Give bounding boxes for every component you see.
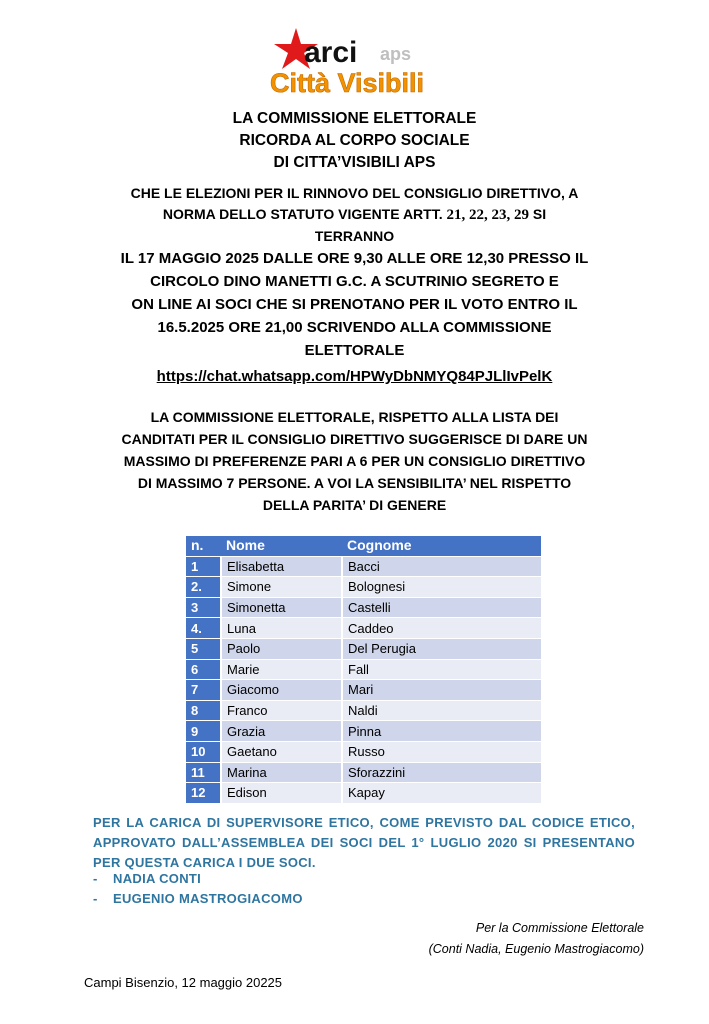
logo-aps-text: aps bbox=[380, 44, 412, 64]
row-cognome: Russo bbox=[342, 741, 541, 762]
table-row bbox=[186, 597, 541, 618]
paragraph-line: ON LINE AI SOCI CHE SI PRENOTANO PER IL VOTO ENTRO IL bbox=[131, 296, 578, 313]
supervisor-candidates-list bbox=[93, 869, 635, 909]
table-row bbox=[186, 741, 541, 762]
row-nome: Grazia bbox=[221, 721, 342, 742]
row-number: 8 bbox=[186, 700, 221, 721]
row-nome: Simone bbox=[221, 577, 342, 598]
table-row bbox=[186, 762, 541, 783]
row-nome: Elisabetta bbox=[221, 556, 342, 577]
row-cognome: Kapay bbox=[342, 783, 541, 803]
row-cognome: Fall bbox=[342, 659, 541, 680]
candidates-table bbox=[186, 536, 541, 803]
row-nome: Marina bbox=[221, 762, 342, 783]
paragraph-line: CHE LE ELEZIONI PER IL RINNOVO DEL CONSIGLIO DIRETTIVO, A bbox=[130, 185, 579, 201]
row-number: 2. bbox=[186, 577, 221, 598]
signature-line: Per la Commissione Elettorale bbox=[475, 921, 644, 935]
row-nome: Franco bbox=[221, 700, 342, 721]
row-nome: Gaetano bbox=[221, 741, 342, 762]
table-row bbox=[186, 700, 541, 721]
row-nome: Marie bbox=[221, 659, 342, 680]
election-details-paragraph bbox=[0, 247, 709, 362]
text-span: SI bbox=[529, 206, 547, 222]
row-nome: Edison bbox=[221, 783, 342, 803]
whatsapp-link[interactable]: https://chat.whatsapp.com/HPWyDbNMYQ84PJLlIvPelK bbox=[156, 368, 553, 385]
statute-articles: 21, 22, 23, 29 bbox=[446, 207, 529, 223]
paragraph-line: MASSIMO DI PREFERENZE PARI A 6 PER UN CONSIGLIO DIRETTIVO bbox=[123, 453, 586, 469]
row-cognome: Bolognesi bbox=[342, 577, 541, 598]
row-number: 9 bbox=[186, 721, 221, 742]
row-cognome: Castelli bbox=[342, 597, 541, 618]
paragraph-line: IL 17 MAGGIO 2025 DALLE ORE 9,30 ALLE ORE 12,30 PRESSO IL bbox=[120, 250, 589, 267]
paragraph-line: ELETTORALE bbox=[304, 342, 405, 359]
row-cognome: Pinna bbox=[342, 721, 541, 742]
paragraph-line: 16.5.2025 ORE 21,00 SCRIVENDO ALLA COMMISSIONE bbox=[157, 319, 552, 336]
header-number: n. bbox=[186, 536, 221, 556]
header-nome: Nome bbox=[221, 536, 342, 556]
row-number: 11 bbox=[186, 762, 221, 783]
title-line: DI CITTA’VISIBILI APS bbox=[273, 154, 436, 171]
paragraph-line: LA COMMISSIONE ELETTORALE, RISPETTO ALLA LISTA DEI bbox=[150, 409, 559, 425]
row-cognome: Caddeo bbox=[342, 618, 541, 639]
logo-arci-text: arci bbox=[304, 36, 358, 69]
row-nome: Simonetta bbox=[221, 597, 342, 618]
row-number: 1 bbox=[186, 556, 221, 577]
table-row bbox=[186, 721, 541, 742]
row-cognome: Bacci bbox=[342, 556, 541, 577]
preferences-paragraph bbox=[0, 406, 709, 516]
row-cognome: Del Perugia bbox=[342, 638, 541, 659]
table-row bbox=[186, 556, 541, 577]
signature-block bbox=[429, 918, 644, 960]
candidate-name: EUGENIO MASTROGIACOMO bbox=[113, 891, 303, 906]
row-nome: Luna bbox=[221, 618, 342, 639]
row-number: 10 bbox=[186, 741, 221, 762]
row-number: 5 bbox=[186, 638, 221, 659]
list-item: - EUGENIO MASTROGIACOMO bbox=[93, 891, 303, 906]
row-cognome: Mari bbox=[342, 680, 541, 701]
table-row bbox=[186, 638, 541, 659]
paragraph-line: TERRANNO bbox=[314, 228, 395, 244]
candidate-name: NADIA CONTI bbox=[113, 871, 202, 886]
table-row bbox=[186, 618, 541, 639]
title-line: RICORDA AL CORPO SOCIALE bbox=[239, 132, 470, 149]
row-cognome: Naldi bbox=[342, 700, 541, 721]
logo-citta-text: Città Visibili bbox=[270, 68, 425, 98]
logo-graphic bbox=[268, 26, 438, 102]
row-number: 6 bbox=[186, 659, 221, 680]
row-nome: Giacomo bbox=[221, 680, 342, 701]
signature-line: (Conti Nadia, Eugenio Mastrogiacomo) bbox=[428, 942, 644, 956]
row-number: 3 bbox=[186, 597, 221, 618]
table-row bbox=[186, 783, 541, 803]
supervisor-paragraph: PER LA CARICA DI SUPERVISORE ETICO, COME PREVISTO DAL CODICE ETICO, APPROVATO DALL’ASSEMBLEA DEI SOCI DEL 1° LUGLIO 2020 SI PRESENTANO PER QUESTA CARICA I DUE SOCI. bbox=[93, 815, 635, 870]
row-cognome: Sforazzini bbox=[342, 762, 541, 783]
paragraph-line: CIRCOLO DINO MANETTI G.C. A SCUTRINIO SEGRETO E bbox=[150, 273, 559, 290]
header-cognome: Cognome bbox=[342, 536, 541, 556]
table-row bbox=[186, 659, 541, 680]
row-number: 12 bbox=[186, 783, 221, 803]
row-number: 4. bbox=[186, 618, 221, 639]
row-nome: Paolo bbox=[221, 638, 342, 659]
document-title bbox=[0, 108, 709, 174]
election-intro-paragraph bbox=[0, 183, 709, 247]
table-row bbox=[186, 577, 541, 598]
text-span: NORMA DELLO STATUTO VIGENTE ARTT. bbox=[162, 206, 447, 222]
table-header-row bbox=[186, 536, 541, 556]
paragraph-line bbox=[0, 204, 709, 226]
arci-citta-visibili-logo bbox=[268, 26, 438, 102]
place-date: Campi Bisenzio, 12 maggio 20225 bbox=[84, 975, 283, 990]
row-number: 7 bbox=[186, 680, 221, 701]
paragraph-line: DI MASSIMO 7 PERSONE. A VOI LA SENSIBILITA’ NEL RISPETTO bbox=[137, 475, 572, 491]
table-row bbox=[186, 680, 541, 701]
list-item: - NADIA CONTI bbox=[93, 871, 202, 886]
paragraph-line: CANDITATI PER IL CONSIGLIO DIRETTIVO SUGGERISCE DI DARE UN bbox=[121, 431, 588, 447]
paragraph-line: DELLA PARITA’ DI GENERE bbox=[262, 497, 447, 513]
title-line: LA COMMISSIONE ELETTORALE bbox=[232, 110, 477, 127]
